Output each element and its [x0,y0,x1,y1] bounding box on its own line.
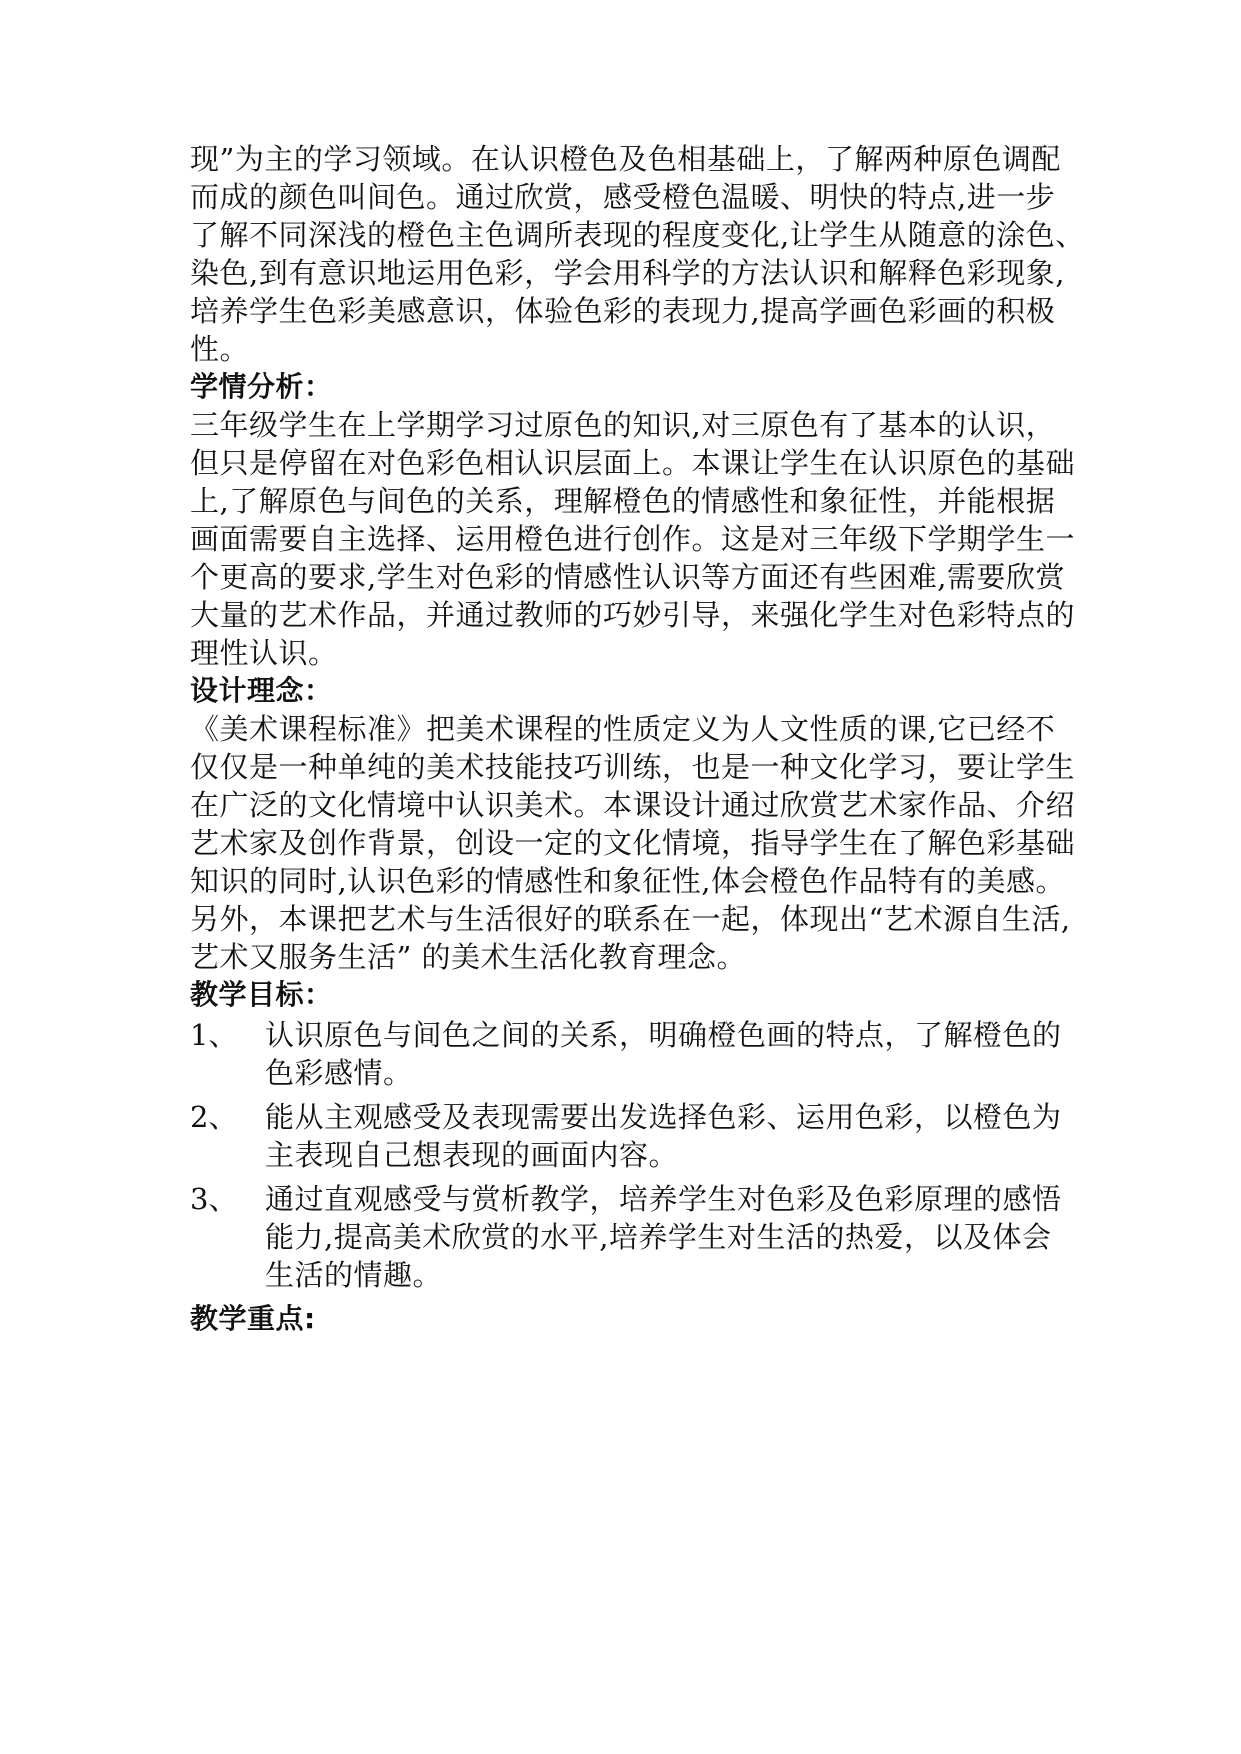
goal-number: 2、 [190,1100,238,1134]
section-heading-goals: 教学目标： [190,978,333,1011]
analysis-line: 但只是停留在对色彩色相认识层面上。本课让学生在认识原色的基础 [190,446,1076,480]
analysis-line: 画面需要自主选择、运用橙色进行创作。这是对三年级下学期学生一 [190,522,1076,556]
section-heading-focus: 教学重点: [190,1302,316,1335]
concept-line: 艺术又服务生活” 的美术生活化教育理念。 [190,940,747,974]
analysis-line: 理性认识。 [190,636,338,670]
concept-line: 另外，本课把艺术与生活很好的联系在一起，体现出“艺术源自生活, [190,902,1071,936]
goal-line: 认识原色与间色之间的关系，明确橙色画的特点，了解橙色的 [265,1018,1062,1052]
intro-line: 染色,到有意识地运用色彩，学会用科学的方法认识和解释色彩现象, [190,256,1065,290]
concept-line: 知识的同时,认识色彩的情感性和象征性,体会橙色作品特有的美感。 [190,864,1065,898]
intro-line: 而成的颜色叫间色。通过欣赏，感受橙色温暖、明快的特点,进一步 [190,180,1056,214]
section-heading-analysis: 学情分析： [190,370,333,403]
intro-line: 现”为主的学习领域。在认识橙色及色相基础上，了解两种原色调配 [190,142,1061,176]
goal-line: 生活的情趣。 [265,1258,443,1292]
intro-line: 培养学生色彩美感意识，体验色彩的表现力,提高学画色彩画的积极 [190,294,1056,328]
intro-line: 性。 [190,332,250,366]
analysis-line: 个更高的要求,学生对色彩的情感性认识等方面还有些困难,需要欣赏 [190,560,1065,594]
concept-line: 《美术课程标准》把美术课程的性质定义为人文性质的课,它已经不 [190,712,1056,746]
analysis-line: 上,了解原色与间色的关系，理解橙色的情感性和象征性，并能根据 [190,484,1056,518]
analysis-line: 三年级学生在上学期学习过原色的知识,对三原色有了基本的认识， [190,408,1056,442]
intro-line: 了解不同深浅的橙色主色调所表现的程度变化,让学生从随意的涂色、 [190,218,1085,252]
analysis-line: 大量的艺术作品，并通过教师的巧妙引导，来强化学生对色彩特点的 [190,598,1076,632]
goal-line: 主表现自己想表现的画面内容。 [265,1138,679,1172]
goal-line: 色彩感情。 [265,1056,413,1090]
section-heading-concept: 设计理念： [190,674,333,707]
concept-line: 仅仅是一种单纯的美术技能技巧训练，也是一种文化学习，要让学生 [190,750,1076,784]
concept-line: 在广泛的文化情境中认识美术。本课设计通过欣赏艺术家作品、介绍 [190,788,1076,822]
concept-line: 艺术家及创作背景，创设一定的文化情境，指导学生在了解色彩基础 [190,826,1076,860]
goal-line: 能从主观感受及表现需要出发选择色彩、运用色彩，以橙色为 [265,1100,1062,1134]
goal-number: 3、 [190,1182,238,1216]
goal-line: 能力,提高美术欣赏的水平,培养学生对生活的热爱，以及体会 [265,1220,1052,1254]
goal-number: 1、 [190,1018,238,1052]
goal-line: 通过直观感受与赏析教学，培养学生对色彩及色彩原理的感悟 [265,1182,1062,1216]
